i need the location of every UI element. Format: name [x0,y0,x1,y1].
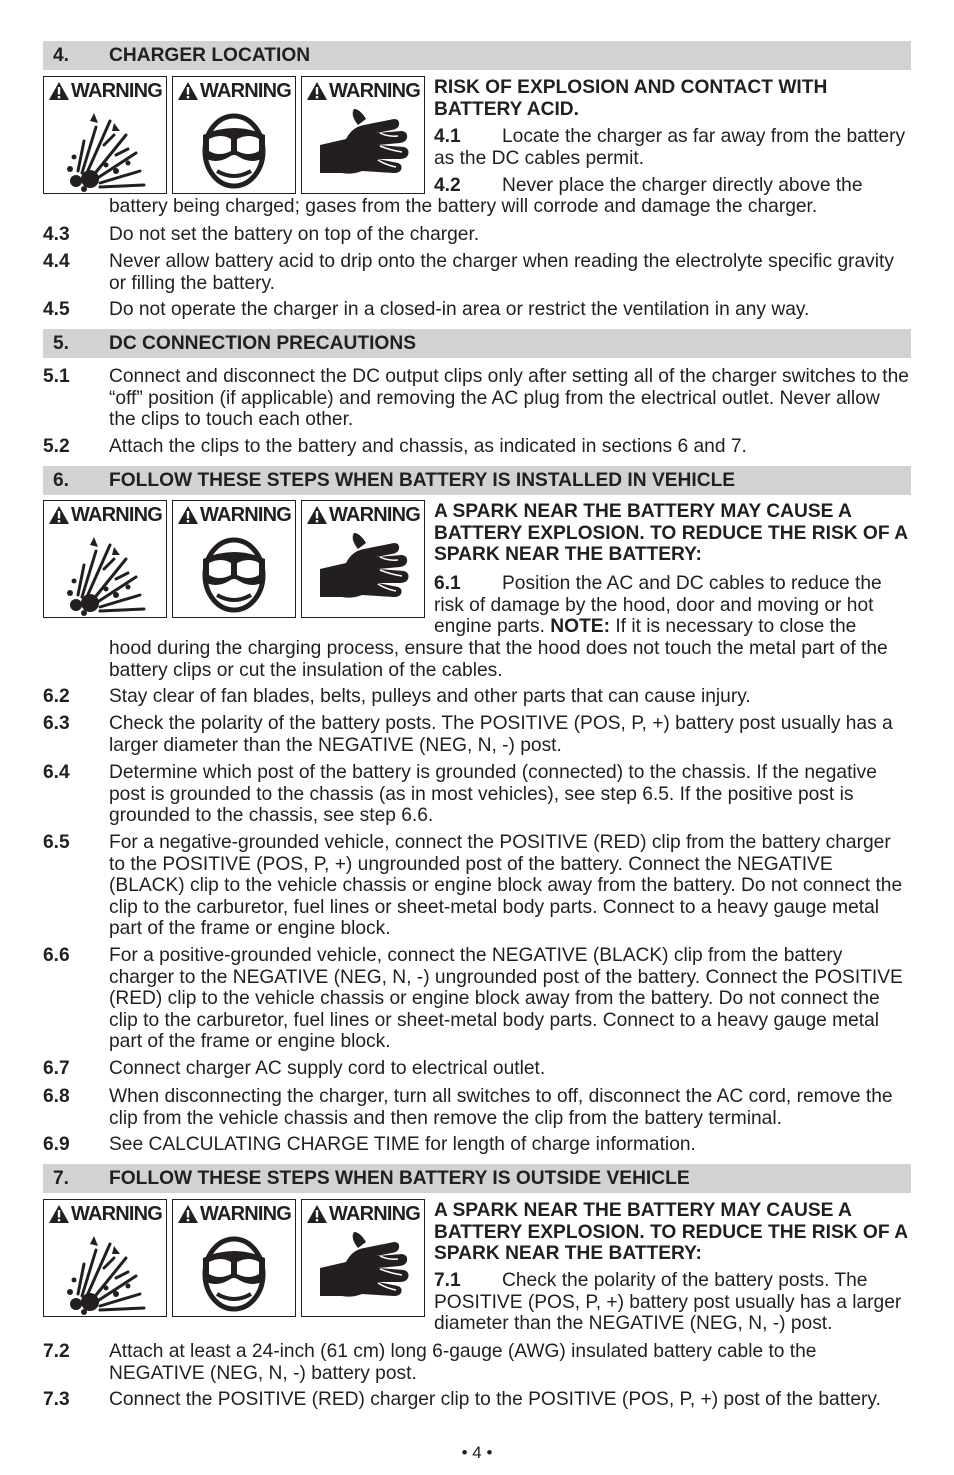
warning-triangle-icon [177,81,199,101]
page-number: • 4 • [461,1443,493,1462]
step-4-2-continued: battery being charged; gases from the battery will corrode and damage the charger. [109,196,818,217]
risk-statement: RISK OF EXPLOSION AND CONTACT WITH BATTERY ACID. [434,77,828,120]
section-title: FOLLOW THESE STEPS WHEN BATTERY IS OUTSIDE VEHICLE [109,1168,690,1189]
warning-box-gloves [301,76,425,194]
protective-glove-icon [302,1228,424,1316]
section-number: 4. [53,45,70,66]
step-6-1: 6.1 Position the AC and DC cables to reduce the risk of damage by the hood, door and moving or hot engine parts. NOTE: If it is necessary to close the [434,573,882,638]
warning-label: WARNING [302,501,424,529]
warning-label: WARNING [44,501,166,529]
section-title: DC CONNECTION PRECAUTIONS [109,333,417,354]
section-number: 6. [53,470,70,491]
explosion-icon [44,105,166,193]
warning-label: WARNING [44,77,166,105]
section-header-7 [43,1164,911,1193]
explosion-icon [44,529,166,617]
warning-box-gloves [301,1199,425,1317]
section-title: CHARGER LOCATION [109,45,311,66]
warning-box-goggles [172,76,296,194]
warning-box-goggles [172,1199,296,1317]
protective-glove-icon [302,529,424,617]
warning-triangle-icon [306,505,328,525]
warning-icons [43,76,429,194]
warning-triangle-icon [306,1204,328,1224]
step-4-2: 4.2 Never place the charger directly above the [434,175,863,196]
warning-box-gloves [301,500,425,618]
section-number: 7. [53,1168,70,1189]
warning-box-explosion [43,1199,167,1317]
section-header-5 [43,329,911,358]
warning-label: WARNING [302,77,424,105]
section-title: FOLLOW THESE STEPS WHEN BATTERY IS INSTALLED IN VEHICLE [109,470,736,491]
safety-goggles-icon [173,105,295,193]
warning-icons [43,1199,429,1317]
warning-triangle-icon [48,505,70,525]
step-7-1: 7.1 Check the polarity of the battery posts. The POSITIVE (POS, P, +) battery post usually has a larger diameter than the NEGATIVE (NEG, N, -) post. [434,1270,902,1335]
warning-label: WARNING [173,1200,295,1228]
warning-triangle-icon [306,81,328,101]
warning-label: WARNING [44,1200,166,1228]
section-header-6 [43,466,911,495]
warning-box-explosion [43,76,167,194]
warning-label: WARNING [173,77,295,105]
warning-triangle-icon [48,81,70,101]
protective-glove-icon [302,105,424,193]
risk-statement: A SPARK NEAR THE BATTERY MAY CAUSE A BATTERY EXPLOSION. TO REDUCE THE RISK OF A SPARK NEAR THE BATTERY: [434,501,908,566]
warning-icons [43,500,429,618]
step-4-1: 4.1 Locate the charger as far away from the battery as the DC cables permit. [434,126,906,169]
explosion-icon [44,1228,166,1316]
warning-triangle-icon [177,1204,199,1224]
warning-label: WARNING [173,501,295,529]
warning-box-explosion [43,500,167,618]
safety-goggles-icon [173,529,295,617]
warning-box-goggles [172,500,296,618]
section-header-4 [43,41,911,70]
warning-triangle-icon [177,505,199,525]
step-6-1-continued: hood during the charging process, ensure that the hood does not touch the metal part of the battery clips or cut the insulation of the cables. [109,638,888,681]
section-number: 5. [53,333,70,354]
warning-triangle-icon [48,1204,70,1224]
safety-goggles-icon [173,1228,295,1316]
warning-label: WARNING [302,1200,424,1228]
risk-statement: A SPARK NEAR THE BATTERY MAY CAUSE A BATTERY EXPLOSION. TO REDUCE THE RISK OF A SPARK NEAR THE BATTERY: [434,1200,908,1265]
